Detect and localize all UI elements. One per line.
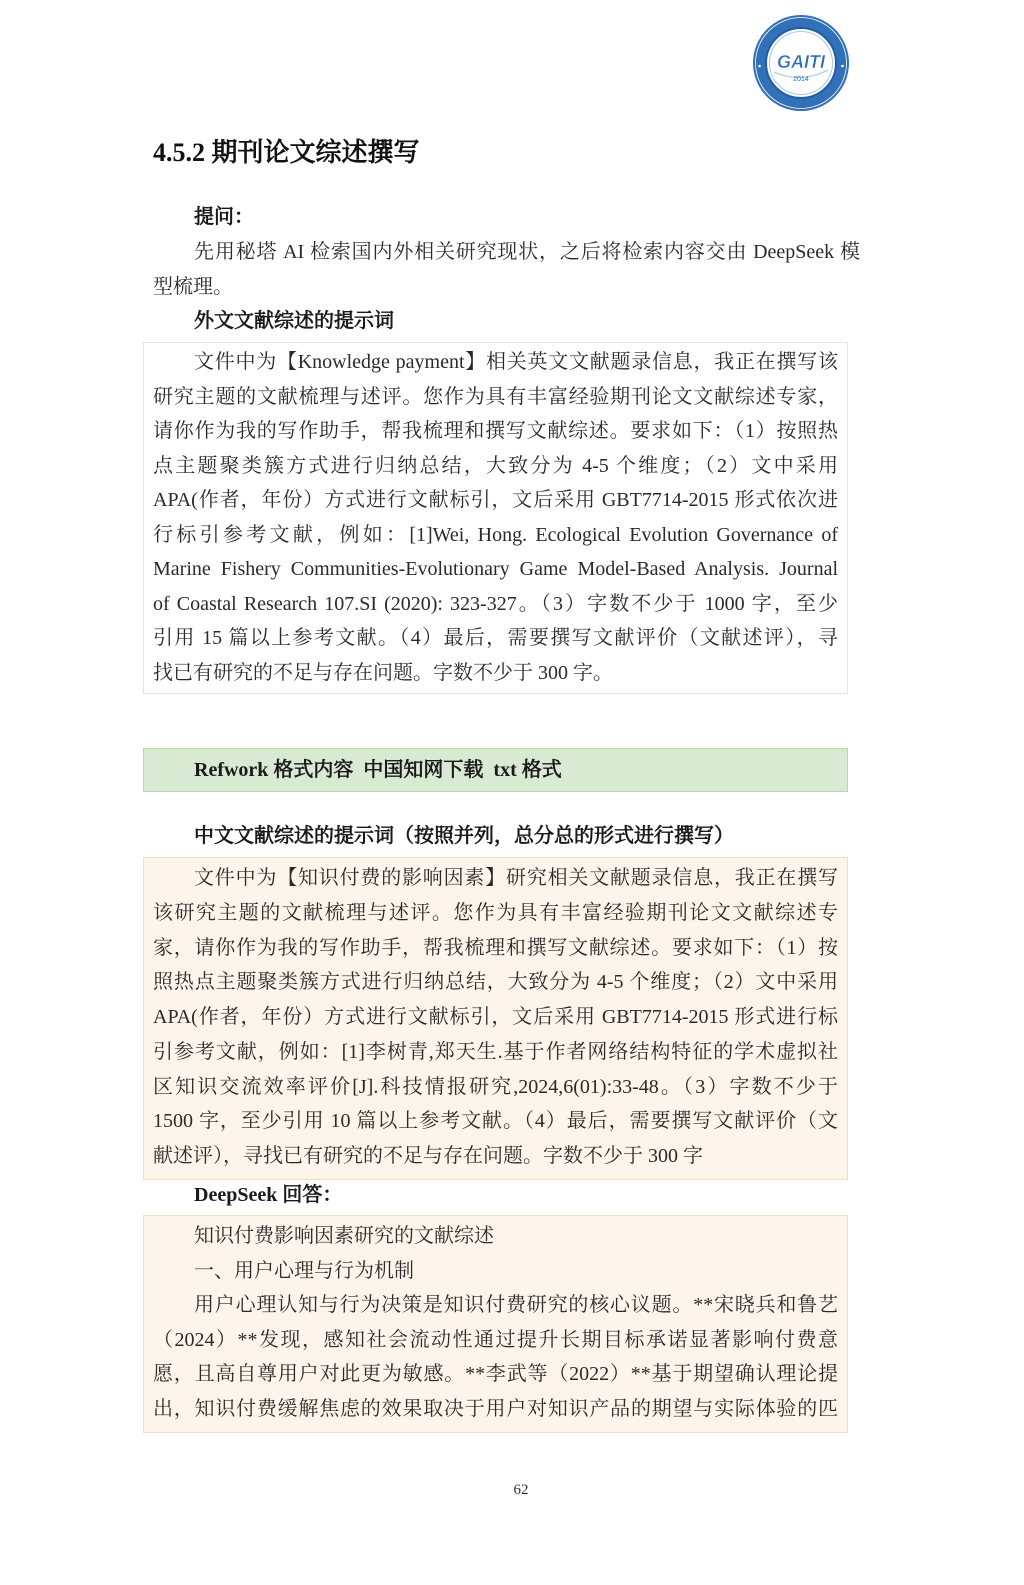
- text-line: 出，知识付费缓解焦虑的效果取决于用户对知识产品的期望与实际体验的匹: [153, 1397, 838, 1420]
- chinese-prompt-label: 中文文献综述的提示词（按照并列，总分总的形式进行撰写）: [194, 825, 734, 847]
- text-line: （2024）**发现，感知社会流动性通过提升长期目标承诺显著影响付费意: [153, 1328, 838, 1351]
- text-line: 行标引参考文献，例如：[1]Wei, Hong. Ecological Evolution Governance of: [153, 523, 838, 546]
- refwork-note-box: Refwork 格式内容 中国知网下载 txt 格式: [143, 748, 848, 792]
- text-line: 家，请你作为我的写作助手，帮我梳理和撰写文献综述。要求如下：（1）按: [153, 936, 838, 959]
- foreign-prompt-label: 外文文献综述的提示词: [194, 310, 394, 332]
- text-line: APA(作者，年份）方式进行文献标引，文后采用 GBT7714-2015 形式进行标: [153, 1006, 838, 1028]
- deepseek-answer-label: DeepSeek 回答：: [194, 1184, 343, 1206]
- text-line: 文件中为【知识付费的影响因素】研究相关文献题录信息，我正在撰写: [194, 867, 838, 889]
- text-line: 研究主题的文献梳理与述评。您作为具有丰富经验期刊论文文献综述专家，: [153, 385, 838, 408]
- text-line: 找已有研究的不足与存在问题。字数不少于 300 字。: [153, 661, 613, 684]
- text-line: 请你作为我的写作助手，帮我梳理和撰写文献综述。要求如下：（1）按照热: [153, 420, 838, 442]
- text-line: 文件中为【Knowledge payment】相关英文文献题录信息，我正在撰写该: [194, 351, 838, 373]
- text-line: 1500 字，至少引用 10 篇以上参考文献。（4）最后，需要撰写文献评价（文: [153, 1110, 838, 1133]
- answer-section-title: 一、用户心理与行为机制: [194, 1259, 414, 1282]
- text-line: 引参考文献，例如：[1]李树青,郑天生.基于作者网络结构特征的学术虚拟社: [153, 1040, 838, 1063]
- text-line: 区知识交流效率评价[J].科技情报研究,2024,6(01):33-48。（3）字数不少于: [153, 1075, 838, 1098]
- gaiti-logo: [752, 14, 850, 112]
- answer-title: 知识付费影响因素研究的文献综述: [194, 1225, 494, 1247]
- text-line: 照热点主题聚类簇方式进行归纳总结，大致分为 4-5 个维度；（2）文中采用: [153, 971, 838, 994]
- text-line: 型梳理。: [153, 275, 233, 298]
- text-line: Marine Fishery Communities-Evolutionary Game Model-Based Analysis. Journal: [153, 558, 838, 580]
- text-line: 引用 15 篇以上参考文献。（4）最后，需要撰写文献评价（文献述评），寻: [153, 627, 838, 649]
- deepseek-answer-box: [143, 1215, 848, 1433]
- text-line: of Coastal Research 107.SI (2020): 323-327。（3）字数不少于 1000 字，至少: [153, 592, 838, 615]
- text-line: 献述评），寻找已有研究的不足与存在问题。字数不少于 300 字: [153, 1145, 703, 1167]
- text-line: 用户心理认知与行为决策是知识付费研究的核心议题。**宋晓兵和鲁艺: [194, 1294, 838, 1317]
- text-line: 愿，且高自尊用户对此更为敏感。**李武等（2022）**基于期望确认理论提: [153, 1363, 838, 1386]
- section-heading: 4.5.2 期刊论文综述撰写: [153, 138, 420, 167]
- text-line: 点主题聚类簇方式进行归纳总结，大致分为 4-5 个维度；（2）文中采用: [153, 454, 838, 477]
- question-paragraph: [153, 235, 860, 305]
- text-line: 该研究主题的文献梳理与述评。您作为具有丰富经验期刊论文文献综述专: [153, 901, 838, 924]
- foreign-prompt-box: [143, 342, 848, 694]
- question-label: 提问：: [194, 206, 254, 228]
- logo-year: 2014: [793, 76, 809, 83]
- logo-wordmark: GAITI: [777, 52, 825, 72]
- text-line: 先用秘塔 AI 检索国内外相关研究现状，之后将检索内容交由 DeepSeek 模: [194, 240, 860, 263]
- page-number: 62: [513, 1482, 529, 1498]
- chinese-prompt-box: [143, 857, 848, 1180]
- text-line: APA(作者，年份）方式进行文献标引，文后采用 GBT7714-2015 形式依次进: [153, 489, 838, 511]
